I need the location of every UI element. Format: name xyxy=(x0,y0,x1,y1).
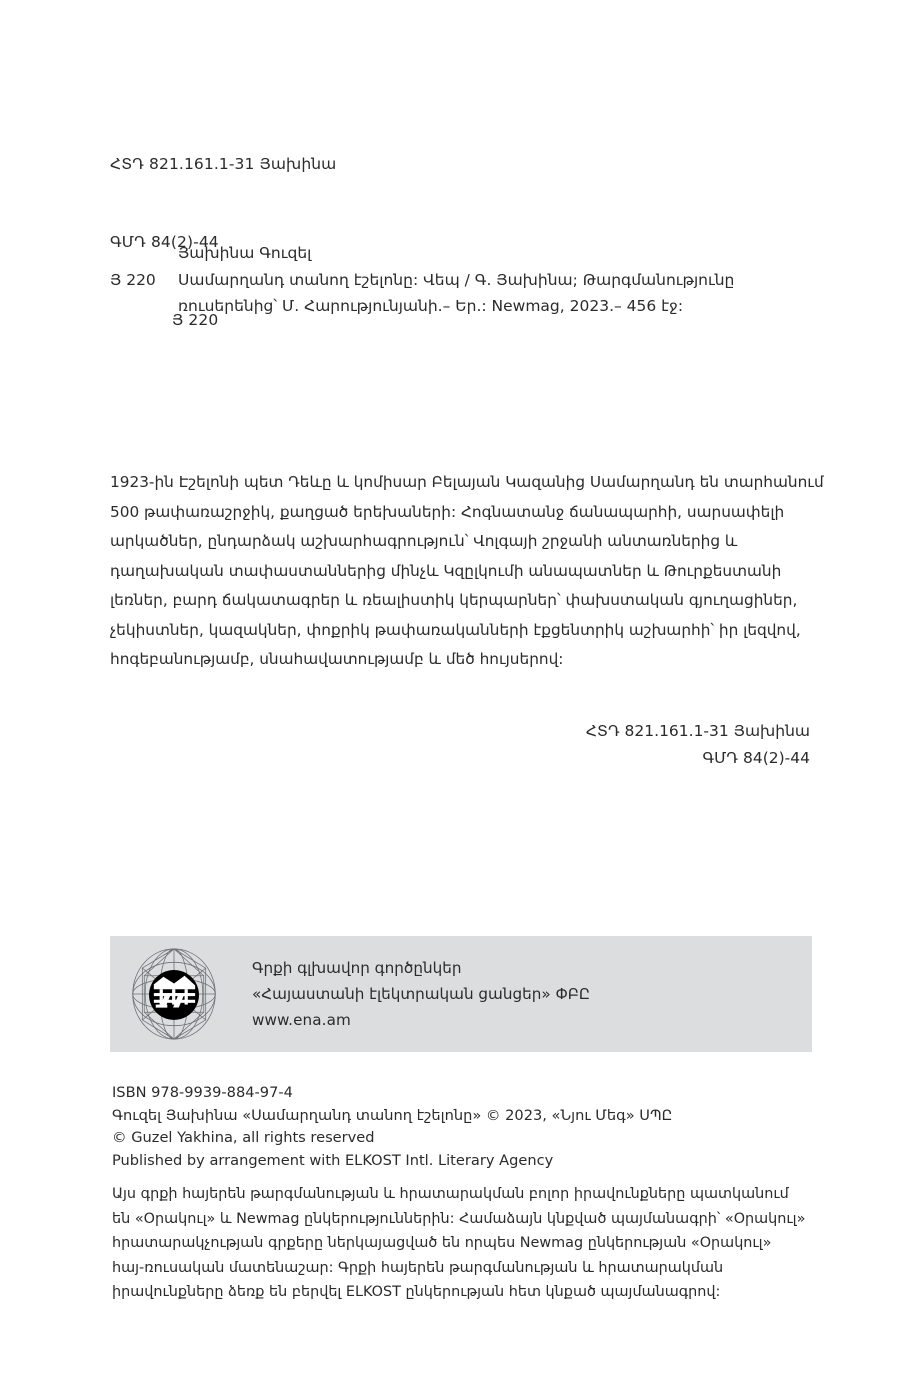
annotation-line: 500 թափառաշրջիկ, քաղցած երեխաների: Հոգնատանջ ճանապարհի, սարսափելի xyxy=(110,502,785,521)
sponsor-band xyxy=(110,936,812,1052)
sponsor-text xyxy=(252,955,590,1033)
copyright-armenian: Գուզել Յախինա «Սամարղանդ տանող էշելոնը» © 2023, «Նյու Մեգ» ՍՊԸ xyxy=(112,1106,673,1124)
annotation-line: 1923-ին Էշելոնի պետ Դեևը և կոմիսար Բելայան Կազանից Սամարղանդ են տարհանում xyxy=(110,473,824,491)
annotation-line: չեկիստներ, կազակներ, փոքրիկ թափառականների էքցենտրիկ աշխարհի՝ իր լեզվով, xyxy=(110,620,801,639)
bib-description xyxy=(178,267,810,320)
bib-description-line-1: Սամարղանդ տանող էշելոնը: Վեպ / Գ. Յախինա; Թարգմանությունը xyxy=(178,270,735,289)
isbn-number: ISBN 978-9939-884-97-4 xyxy=(112,1084,293,1101)
bib-author: Յախինա Գուզել xyxy=(178,244,312,262)
udc-top-line-1: ՀՏԴ 821.161.1-31 Յախինա xyxy=(110,155,337,173)
annotation-line: հոգեբանությամբ, սնահավատությամբ և մեծ հույսերով: xyxy=(110,650,564,668)
bib-body xyxy=(110,267,810,320)
bib-shelf-code: Յ 220 xyxy=(110,270,156,289)
udc-top-line-3-text: Յ 220 xyxy=(172,311,219,329)
udc-classification-right xyxy=(300,718,810,772)
sponsor-role-label: Գրքի գլխավոր գործընկեր xyxy=(252,959,462,977)
annotation-paragraph xyxy=(110,468,824,675)
sponsor-website[interactable]: www.ena.am xyxy=(252,1011,351,1029)
udc-right-line-2: ԳՄԴ 84(2)-44 xyxy=(702,749,810,767)
annotation-line: լեռներ, բարդ ճակատագրեր և ռեալիստիկ կերպարներ՝ փախստական գյուղացիներ, xyxy=(110,591,798,609)
rights-line: Այս գրքի հայերեն թարգմանության և հրատարակման բոլոր իրավունքները պատկանում xyxy=(112,1186,789,1202)
rights-line: հայ-ռուսական մատենաշար: Գրքի հայերեն թարգմանության և հրատարակման xyxy=(112,1259,724,1276)
sponsor-company-name: «Հայաստանի էլեկտրական ցանցեր» ՓԲԸ xyxy=(252,985,591,1003)
rights-line: հրատարակչության գրքերը ներկայացված են որպես Newmag ընկերության «Օրակուլ» xyxy=(112,1235,772,1251)
annotation-line: դաղախական տափաստաններից մինչև Կզըլկումի անապատներ և Թուրքեստանի xyxy=(110,561,782,580)
rights-line: իրավունքները ձեռք են բերվել ELKOST ընկերության հետ կնքած պայմանագրով: xyxy=(112,1284,721,1300)
bibliographic-record xyxy=(110,240,810,320)
annotation-line: արկածներ, ընդարձակ աշխարհագրություն՝ Վոլգայի շրջանի անտառներից և xyxy=(110,532,738,550)
ena-diamond-logo xyxy=(126,946,222,1042)
udc-top-line-2: ԳՄԴ 84(2)-44 xyxy=(110,233,219,251)
bib-description-line-2: ռուսերենից՝ Մ. Հարությունյանի.– Եր.: Newmag, 2023.– 456 էջ: xyxy=(178,297,684,315)
udc-right-line-1: ՀՏԴ 821.161.1-31 Յախինա xyxy=(585,722,810,740)
isbn-copyright-block xyxy=(112,1082,792,1172)
publishing-arrangement: Published by arrangement with ELKOST Intl. Literary Agency xyxy=(112,1151,554,1169)
rights-line: են «Օրակուլ» և Newmag ընկերություններին: Համաձայն կնքված պայմանագրի՝ «Օրակուլ» xyxy=(112,1210,806,1227)
copyright-author: © Guzel Yakhina, all rights reserved xyxy=(112,1129,375,1146)
rights-paragraph xyxy=(112,1182,812,1305)
